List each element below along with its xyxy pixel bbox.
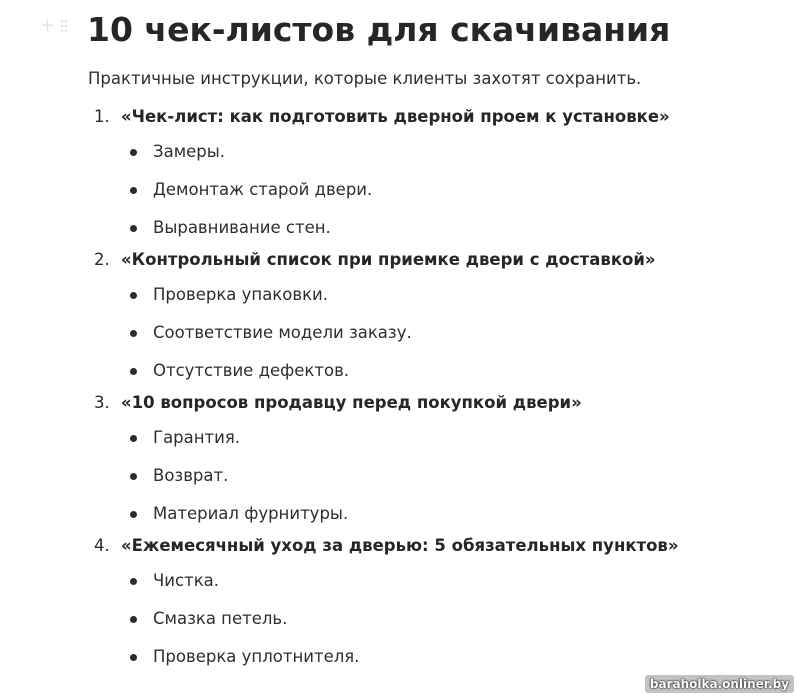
sub-item-label: Возврат. — [153, 466, 229, 485]
checklist-item — [0, 533, 800, 676]
item-title: «10 вопросов продавцу перед покупкой двери» — [121, 393, 582, 412]
sub-item-label: Чистка. — [153, 571, 220, 590]
bullet-icon — [130, 578, 137, 585]
sub-list-item — [0, 276, 800, 314]
sub-item-label: Соответствие модели заказу. — [153, 323, 412, 342]
page-title: 10 чек-листов для скачивания — [87, 10, 671, 49]
bullet-icon — [130, 187, 137, 194]
sub-list-item — [0, 600, 800, 638]
bullet-icon — [130, 149, 137, 156]
bullet-icon — [130, 473, 137, 480]
bullet-icon — [130, 292, 137, 299]
item-number: 4. — [94, 536, 110, 555]
sub-list-item — [0, 209, 800, 247]
watermark: baraholka.onliner.by — [645, 675, 794, 693]
checklist-item — [0, 247, 800, 390]
sub-list-item — [0, 352, 800, 390]
item-number: 2. — [94, 250, 110, 269]
sub-item-label: Демонтаж старой двери. — [153, 180, 373, 199]
sub-list-item — [0, 638, 800, 676]
sub-list-item — [0, 562, 800, 600]
sub-list-item — [0, 457, 800, 495]
checklist-item-row — [0, 390, 800, 415]
sub-list-item — [0, 171, 800, 209]
checklist-list — [0, 104, 800, 676]
sub-item-label: Материал фурнитуры. — [153, 504, 349, 523]
checklist-item-row — [0, 247, 800, 272]
sub-list-item — [0, 314, 800, 352]
sub-list-item — [0, 419, 800, 457]
bullet-icon — [130, 435, 137, 442]
sub-list-item — [0, 495, 800, 533]
block-handles — [40, 17, 68, 35]
sub-item-label: Гарантия. — [153, 428, 241, 447]
page-subtitle: Практичные инструкции, которые клиенты захотят сохранить. — [88, 69, 642, 88]
bullet-icon — [130, 368, 137, 375]
sub-item-label: Проверка уплотнителя. — [153, 647, 360, 666]
sub-list-item — [0, 133, 800, 171]
sub-list — [0, 129, 800, 247]
checklist-item-row — [0, 104, 800, 129]
bullet-icon — [130, 654, 137, 661]
sub-list — [0, 558, 800, 676]
item-number: 1. — [94, 107, 110, 126]
bullet-icon — [130, 330, 137, 337]
checklist-item-row — [0, 533, 800, 558]
sub-item-label: Проверка упаковки. — [153, 285, 329, 304]
item-title: «Ежемесячный уход за дверью: 5 обязательных пунктов» — [121, 536, 679, 555]
sub-item-label: Замеры. — [153, 142, 226, 161]
checklist-item — [0, 104, 800, 247]
sub-item-label: Выравнивание стен. — [153, 218, 331, 237]
sub-list — [0, 415, 800, 533]
bullet-icon — [130, 225, 137, 232]
sub-item-label: Смазка петель. — [153, 609, 288, 628]
sub-item-label: Отсутствие дефектов. — [153, 361, 350, 380]
sub-list — [0, 272, 800, 390]
checklist-item — [0, 390, 800, 533]
drag-handle-icon[interactable] — [60, 19, 68, 33]
item-number: 3. — [94, 393, 110, 412]
item-title: «Чек-лист: как подготовить дверной проем к установке» — [121, 107, 670, 126]
bullet-icon — [130, 616, 137, 623]
bullet-icon — [130, 511, 137, 518]
item-title: «Контрольный список при приемке двери с доставкой» — [121, 250, 656, 269]
plus-icon[interactable]: + — [40, 15, 56, 36]
